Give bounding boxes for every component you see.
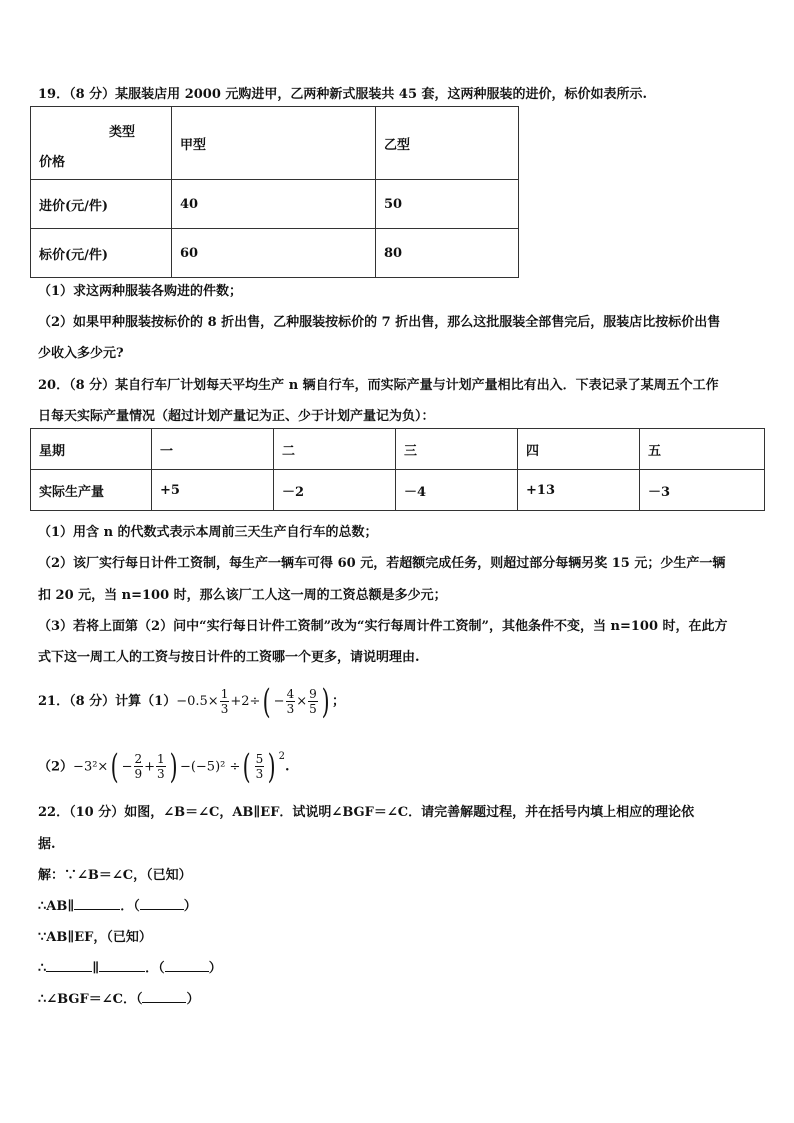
numerator: 5 — [255, 752, 264, 767]
cell-cost-yi: 50 — [376, 180, 519, 229]
expr1-times: × — [296, 694, 308, 709]
numerator: 2 — [134, 752, 143, 767]
numerator: 1 — [157, 752, 165, 767]
step2-text-c: ） — [183, 899, 197, 914]
cell-output-4: +13 — [518, 470, 640, 511]
cell-day-1: 一 — [152, 429, 274, 470]
cell-price-jia: 60 — [172, 229, 376, 278]
q22-header-line1: 22．（10 分）如图，∠B＝∠C，AB∥EF．试说明∠BGF＝∠C．请完善解题过程，并在括号内填上相应的理论依 — [38, 805, 695, 820]
fraction-4-3 — [286, 687, 296, 716]
denominator: 9 — [134, 767, 143, 782]
cell-output-3: －4 — [396, 470, 518, 511]
cell-output-2: －2 — [274, 470, 396, 511]
cell-output-header: 实际生产量 — [31, 470, 152, 511]
q22-step1: 解：∵∠B＝∠C，（已知） — [38, 868, 192, 883]
expr1-part-b: +2÷ — [230, 694, 261, 709]
q20-part2-line1: （2）该厂实行每日计件工资制，每生产一辆车可得 60 元，若超额完成任务，则超过部分每辆另奖 15 元；少生产一辆 — [38, 556, 726, 571]
table-corner-cell — [31, 107, 172, 180]
denominator: 3 — [157, 767, 165, 782]
cell-price-yi: 80 — [376, 229, 519, 278]
left-paren: ( — [243, 746, 252, 787]
numerator: 1 — [220, 687, 229, 701]
reason-blank[interactable] — [142, 1002, 186, 1003]
q20-part3-line2: 式下这一周工人的工资与按日计件的工资哪一个更多，请说明理由. — [38, 650, 420, 665]
denominator: 5 — [309, 702, 317, 716]
right-paren: ) — [321, 681, 330, 722]
col-header-jia: 甲型 — [172, 107, 376, 180]
exponent: 2 — [278, 751, 285, 762]
numerator: 4 — [286, 687, 295, 701]
step5-text-a: ∴∠BGF＝∠C．（ — [38, 992, 143, 1007]
fraction-1-3b — [156, 752, 166, 781]
reason-blank[interactable] — [165, 971, 209, 972]
right-paren: ) — [169, 746, 178, 787]
q20-header-line1: 20．（8 分）某自行车厂计划每天平均生产 n 辆自行车，而实际产量与计划产量相比有出入．下表记录了某周五个工作 — [38, 378, 719, 393]
q19-header: 19．（8 分）某服装店用 2000 元购进甲，乙两种新式服装共 45 套，这两种服装的进价，标价如表所示. — [38, 87, 648, 102]
right-paren: ) — [267, 746, 276, 787]
expr1-part-a: −0.5× — [176, 694, 219, 709]
q22-step4 — [38, 957, 222, 976]
q22-step5 — [38, 988, 199, 1007]
expr2-part-a: −3²× — [73, 759, 109, 775]
step2-text-a: ∴AB∥ — [38, 899, 75, 914]
step4-text-b: ∥ — [92, 961, 100, 976]
expr2-plus: + — [144, 759, 156, 775]
expr1-minus: − — [273, 694, 285, 709]
q19-part2-line2: 少收入多少元? — [38, 346, 124, 361]
fraction-1-3 — [220, 687, 230, 716]
step2-text-b: ．（ — [120, 899, 140, 914]
q22-header-line2: 据. — [38, 837, 56, 852]
denominator: 3 — [255, 767, 264, 782]
cell-weekday-header: 星期 — [31, 429, 152, 470]
fraction-5-3 — [255, 752, 265, 781]
expr2-part-d: −(−5)² ÷ — [179, 759, 241, 775]
q21-prefix: 21．（8 分）计算（1） — [38, 694, 177, 709]
answer-blank[interactable] — [46, 971, 92, 972]
q21-part2-prefix: （2） — [38, 759, 74, 775]
q22-step2 — [38, 895, 197, 914]
q19-part1: （1）求这两种服装各购进的件数； — [38, 284, 243, 299]
q20-production-table — [30, 428, 765, 511]
corner-top-label: 类型 — [109, 125, 136, 140]
cell-day-5: 五 — [640, 429, 765, 470]
step5-text-b: ） — [186, 992, 200, 1007]
cell-output-5: －3 — [640, 470, 765, 511]
answer-blank[interactable] — [99, 971, 145, 972]
fraction-2-9 — [134, 752, 144, 781]
q22-step3: ∵AB∥EF，（已知） — [38, 930, 152, 945]
cell-output-1: +5 — [152, 470, 274, 511]
q21-expression-2 — [38, 740, 289, 786]
q20-part2-line2: 扣 20 元，当 n=100 时，那么该厂工人这一周的工资总额是多少元； — [38, 588, 447, 603]
denominator: 3 — [220, 702, 229, 716]
step4-text-a: ∴ — [38, 961, 47, 976]
cell-cost-jia: 40 — [172, 180, 376, 229]
cell-day-2: 二 — [274, 429, 396, 470]
col-header-yi: 乙型 — [376, 107, 519, 180]
cell-day-3: 三 — [396, 429, 518, 470]
step4-text-c: ．（ — [145, 961, 165, 976]
row-label-price: 标价(元/件) — [31, 229, 172, 278]
left-paren: ( — [263, 681, 272, 722]
q19-part2-line1: （2）如果甲种服装按标价的 8 折出售，乙种服装按标价的 7 折出售，那么这批服装全部售完后，服装店比按标价出售 — [38, 315, 721, 330]
answer-blank[interactable] — [74, 909, 120, 910]
expr2-minus: − — [121, 759, 133, 775]
q20-part3-line1: （3）若将上面第（2）问中“实行每日计件工资制”改为“实行每周计件工资制”，其他条件不变，当 n=100 时，在此方 — [38, 619, 728, 634]
q21-expression-1 — [38, 680, 345, 724]
q19-price-table — [30, 106, 519, 278]
expr1-end: ； — [332, 694, 346, 709]
left-paren: ( — [110, 746, 119, 787]
corner-bottom-label: 价格 — [39, 155, 66, 170]
row-label-cost: 进价(元/件) — [31, 180, 172, 229]
q20-header-line2: 日每天实际产量情况（超过计划产量记为正、少于计划产量记为负）： — [38, 409, 435, 424]
numerator: 9 — [309, 687, 317, 701]
expr2-end: . — [284, 759, 290, 775]
cell-day-4: 四 — [518, 429, 640, 470]
fraction-9-5 — [308, 687, 318, 716]
step4-text-d: ） — [208, 961, 222, 976]
denominator: 3 — [286, 702, 295, 716]
q20-part1: （1）用含 n 的代数式表示本周前三天生产自行车的总数； — [38, 525, 378, 540]
reason-blank[interactable] — [140, 909, 184, 910]
